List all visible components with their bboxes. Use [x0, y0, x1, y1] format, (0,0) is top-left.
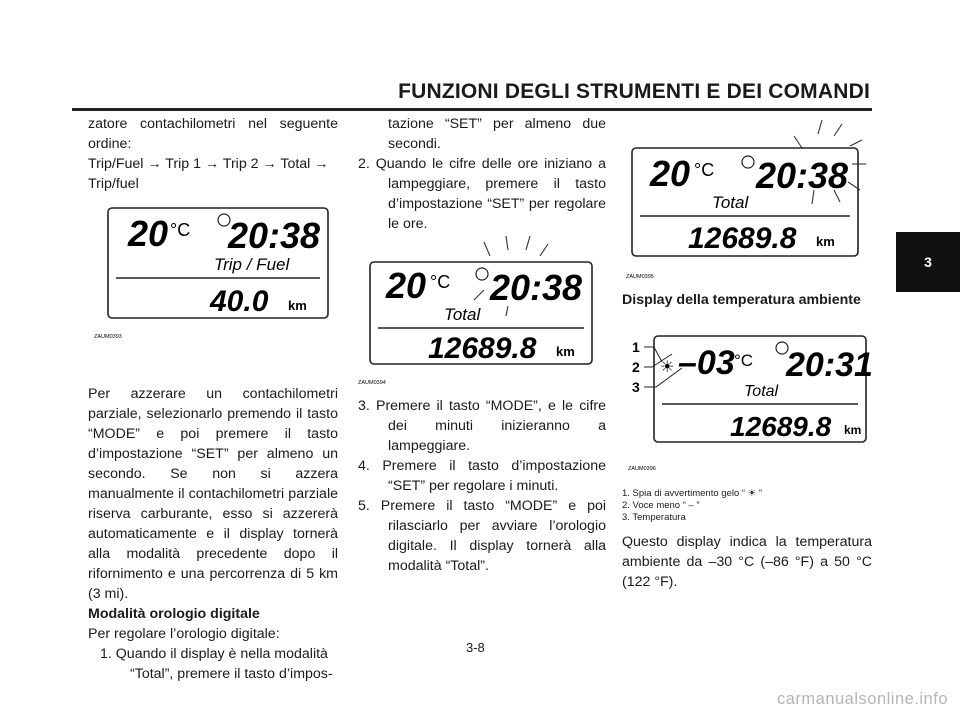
lcd-odo-unit: km [844, 423, 862, 437]
lcd-minutes-blink [622, 114, 872, 290]
paragraph: Per azzerare un contachilometri parziale, selezionarlo premendo il tasto “MODE” e poi premere il tasto d’impostazione “SET” per almeno un secondo. Se non si azzera manualmente il contachilometri parziale riserva carburante, esso si azzererà automaticamente e il display tornerà alla modalità precedente dopo il rifornimento e una percorrenza di 5 km (3 mi). [88, 386, 338, 602]
lcd-clock: 20:31 [786, 346, 872, 384]
lcd-odometer: 40.0 [210, 285, 269, 318]
lcd-temp-unit: °C [694, 160, 715, 180]
lcd-trip-fuel [88, 194, 338, 384]
list-item: 3. Premere il tasto “MODE”, e le cifre dei minuti inizieranno a lampeggiare. [358, 398, 606, 454]
figure-code: ZAUM0393 [94, 334, 122, 340]
lcd-mode: Trip / Fuel [214, 255, 290, 274]
figure-hours-blinking [358, 234, 606, 396]
lcd-odo-unit: km [288, 298, 307, 313]
lcd-temperature [622, 310, 872, 488]
page-title: FUNZIONI DEGLI STRUMENTI E DEI COMANDI [398, 80, 870, 103]
clock-icon [742, 156, 754, 168]
chapter-tab[interactable]: 3 [896, 232, 960, 292]
callout-1: 1 [632, 339, 640, 355]
clock-icon [476, 268, 488, 280]
paragraph: Per regolare l’orologio digitale: [88, 626, 280, 642]
lcd-temp: –03 [678, 344, 735, 382]
figure-legend [622, 488, 872, 524]
list-item: 4. Premere il tasto d’impostazione “SET” per regolare i minuti. [358, 458, 606, 494]
legend-item: 1. Spia di avvertimento gelo “ ☀ ” [622, 488, 762, 499]
callout-2: 2 [632, 359, 640, 375]
list-item: 5. Premere il tasto “MODE” e poi rilasciarlo per avviare l’orologio digitale. Il display tornerà alla modalità “Total”. [358, 498, 606, 574]
page-number: 3-8 [466, 640, 485, 655]
lcd-hours-blink [358, 234, 606, 396]
trip-sequence: Trip/Fuel → Trip 1 → Trip 2 → Total → Trip/fuel [88, 156, 329, 192]
lcd-clock: 20:38 [228, 215, 321, 256]
section-heading: Display della temperatura ambiente [622, 292, 861, 308]
paragraph: Questo display indica la temperatura ambiente da –30 °C (–86 °F) a 50 °C (122 °F). [622, 534, 872, 590]
lcd-temp-unit: °C [734, 351, 754, 370]
lcd-odo-unit: km [816, 234, 835, 249]
list-item: 2. Quando le cifre delle ore iniziano a lampeggiare, premere il tasto d’impostazione “SET” per regolare le ore. [358, 156, 606, 232]
legend-item: 2. Voce meno “ – ” [622, 500, 700, 511]
lcd-temp: 20 [650, 153, 691, 194]
figure-minutes-blinking [622, 114, 872, 290]
figure-code: ZAUM0396 [628, 466, 656, 472]
figure-code: ZAUM0395 [626, 274, 654, 280]
lcd-odometer: 12689.8 [428, 332, 537, 365]
lcd-temp-unit: °C [430, 272, 451, 292]
lcd-odometer: 12689.8 [688, 222, 797, 255]
lcd-mode: Total [744, 383, 779, 400]
column-3 [622, 114, 872, 592]
list-item: 1. Quando il display è nella modalità “Total”, premere il tasto d’impos- [100, 646, 333, 682]
column-1 [88, 114, 338, 684]
callout-3: 3 [632, 379, 640, 395]
frost-warning-icon: ☀ [660, 359, 675, 376]
figure-trip-fuel [88, 194, 338, 384]
figure-temperature [622, 310, 872, 488]
lcd-clock: 20:38 [490, 267, 583, 308]
lcd-temp: 20 [386, 265, 427, 306]
lcd-odo-unit: km [556, 344, 575, 359]
lcd-mode: Total [712, 193, 749, 212]
legend-item: 3. Temperatura [622, 512, 686, 523]
list-item-continued: tazione “SET” per almeno due secondi. [388, 116, 606, 152]
section-heading: Modalità orologio digitale [88, 606, 260, 622]
figure-code: ZAUM0394 [358, 380, 386, 386]
lcd-temp-unit: °C [170, 220, 191, 240]
column-2 [358, 114, 606, 576]
lcd-temp: 20 [128, 213, 169, 254]
lcd-odometer: 12689.8 [730, 411, 832, 442]
header-rule [72, 108, 872, 111]
lcd-clock: 20:38 [756, 155, 849, 196]
watermark: carmanualsonline.info [776, 690, 948, 708]
paragraph: zatore contachilometri nel seguente ordine: [88, 116, 338, 152]
lcd-mode: Total [444, 305, 481, 324]
